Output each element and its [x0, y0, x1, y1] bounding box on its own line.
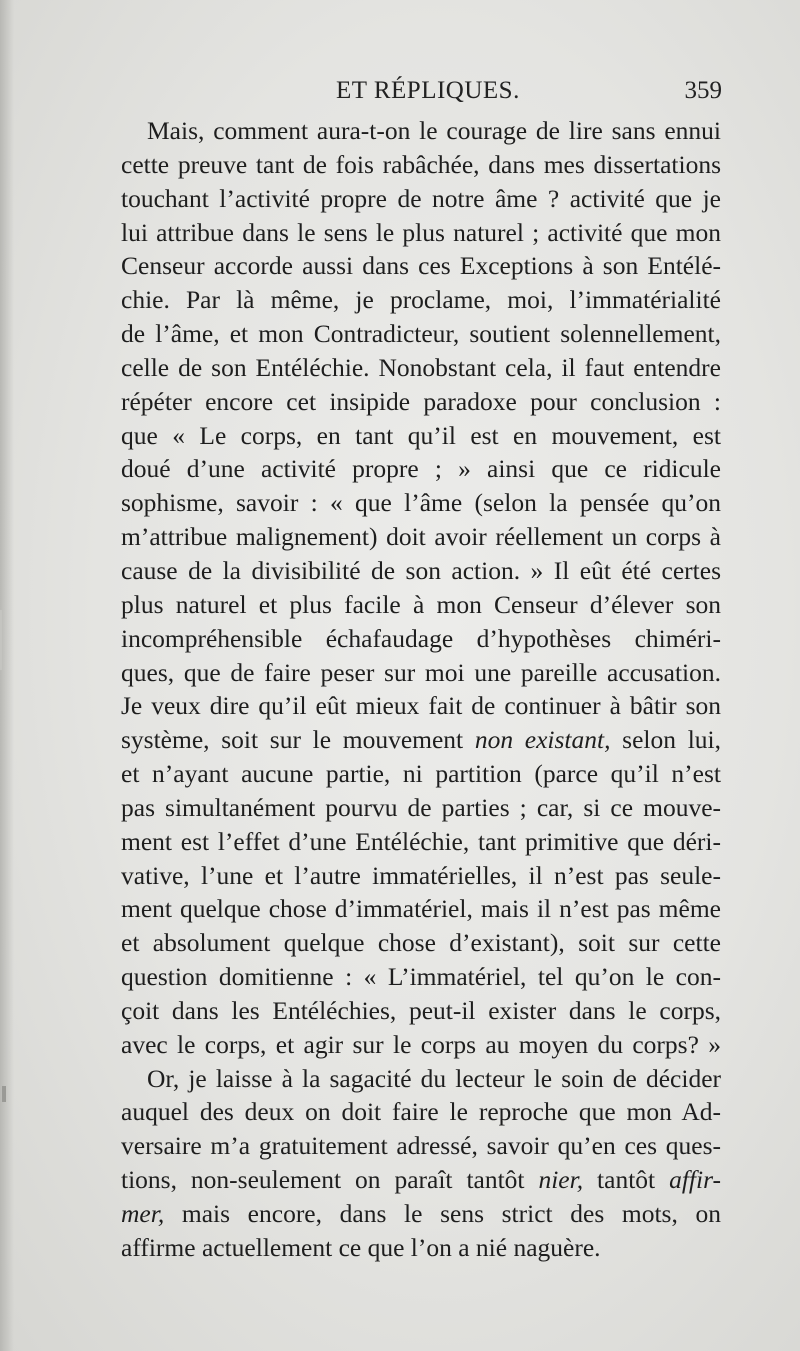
text-line: incompréhensible échafaudage d’hypothèses chiméri-	[121, 623, 721, 653]
text-line: et absolument quelque chose d’existant), soit sur cette	[121, 928, 721, 958]
page-header	[120, 74, 722, 108]
text-line: lui attribue dans le sens le plus naturel ; activité que mon	[121, 217, 721, 247]
text-line-with-italic	[121, 723, 721, 757]
text-line: pas simultanément pourvu de parties ; car, si ce mouve-	[121, 792, 721, 822]
italic-text: mer,	[121, 1199, 165, 1228]
text-line: cause de la divisibilité de son action. » Il eût été certes	[121, 555, 721, 585]
margin-mark	[0, 610, 2, 670]
text-line: versaire m’a gratuitement adressé, savoir qu’en ces ques-	[121, 1131, 721, 1161]
text-line: m’attribue malignement) doit avoir réellement un corps à	[121, 522, 721, 552]
text-line: auquel des deux on doit faire le reproche que mon Ad-	[121, 1097, 721, 1127]
text-line: vative, l’une et l’autre immatérielles, il n’est pas seule-	[121, 860, 721, 890]
text-segment: mais encore, dans le sens strict des mots, on	[181, 1199, 721, 1228]
page-number: 359	[684, 77, 722, 104]
text-segment: tions, non-seulement on paraît tantôt	[121, 1165, 525, 1195]
text-line-with-italic	[121, 1163, 721, 1197]
spine-shadow	[0, 0, 14, 1351]
text-line: de l’âme, et mon Contradicteur, soutient solennellement,	[121, 319, 721, 349]
text-line: ques, que de faire peser sur moi une pareille accusation.	[121, 657, 721, 687]
text-line: cette preuve tant de fois rabâchée, dans mes dissertations	[121, 149, 721, 179]
text-line: doué d’une activité propre ; » ainsi que ce ridicule	[121, 454, 721, 484]
text-line: affirme actuellement ce que l’on a nié naguère.	[121, 1232, 601, 1262]
text-line: ment quelque chose d’immatériel, mais il n’est pas même	[121, 894, 721, 924]
text-line: Je veux dire qu’il eût mieux fait de continuer à bâtir son	[121, 691, 721, 721]
text-line: Censeur accorde aussi dans ces Exceptions à son Entélé-	[121, 251, 721, 281]
text-line: et n’ayant aucune partie, ni partition (parce qu’il n’est	[121, 759, 721, 789]
text-line: Mais, comment aura-t-on le courage de lire sans ennui	[147, 116, 721, 145]
italic-text: affir-	[669, 1165, 721, 1195]
text-line: chie. Par là même, je proclame, moi, l’immatérialité	[121, 285, 721, 315]
text-line: plus naturel et plus facile à mon Censeur d’élever son	[121, 589, 721, 619]
text-line: Or, je laisse à la sagacité du lecteur le soin de décider	[147, 1063, 721, 1093]
text-segment: selon lui,	[610, 725, 721, 755]
margin-mark	[2, 1086, 6, 1102]
text-line: celle de son Entéléchie. Nonobstant cela, il faut entendre	[121, 352, 721, 382]
text-line-with-italic	[121, 1197, 721, 1231]
italic-text: non existant,	[474, 725, 611, 755]
text-segment: système, soit sur le mouvement	[121, 725, 464, 755]
text-line: que « Le corps, en tant qu’il est en mouvement, est	[121, 420, 721, 450]
text-line: répéter encore cet insipide paradoxe pour conclusion :	[121, 386, 721, 416]
text-segment: tantôt	[583, 1165, 670, 1195]
text-line: touchant l’activité propre de notre âme ? activité que je	[121, 183, 721, 213]
text-line: question domitienne : « L’immatériel, tel qu’on le con-	[121, 962, 721, 992]
text-line: ment est l’effet d’une Entéléchie, tant primitive que déri-	[121, 826, 721, 856]
running-head: ET RÉPLIQUES.	[336, 77, 520, 104]
text-line: çoit dans les Entéléchies, peut-il exister dans le corps,	[121, 995, 721, 1025]
text-line: avec le corps, et agir sur le corps au moyen du corps? »	[121, 1029, 721, 1059]
italic-text: nier,	[538, 1165, 584, 1195]
text-line: sophisme, savoir : « que l’âme (selon la pensée qu’on	[121, 488, 721, 518]
body-text	[121, 114, 721, 1265]
